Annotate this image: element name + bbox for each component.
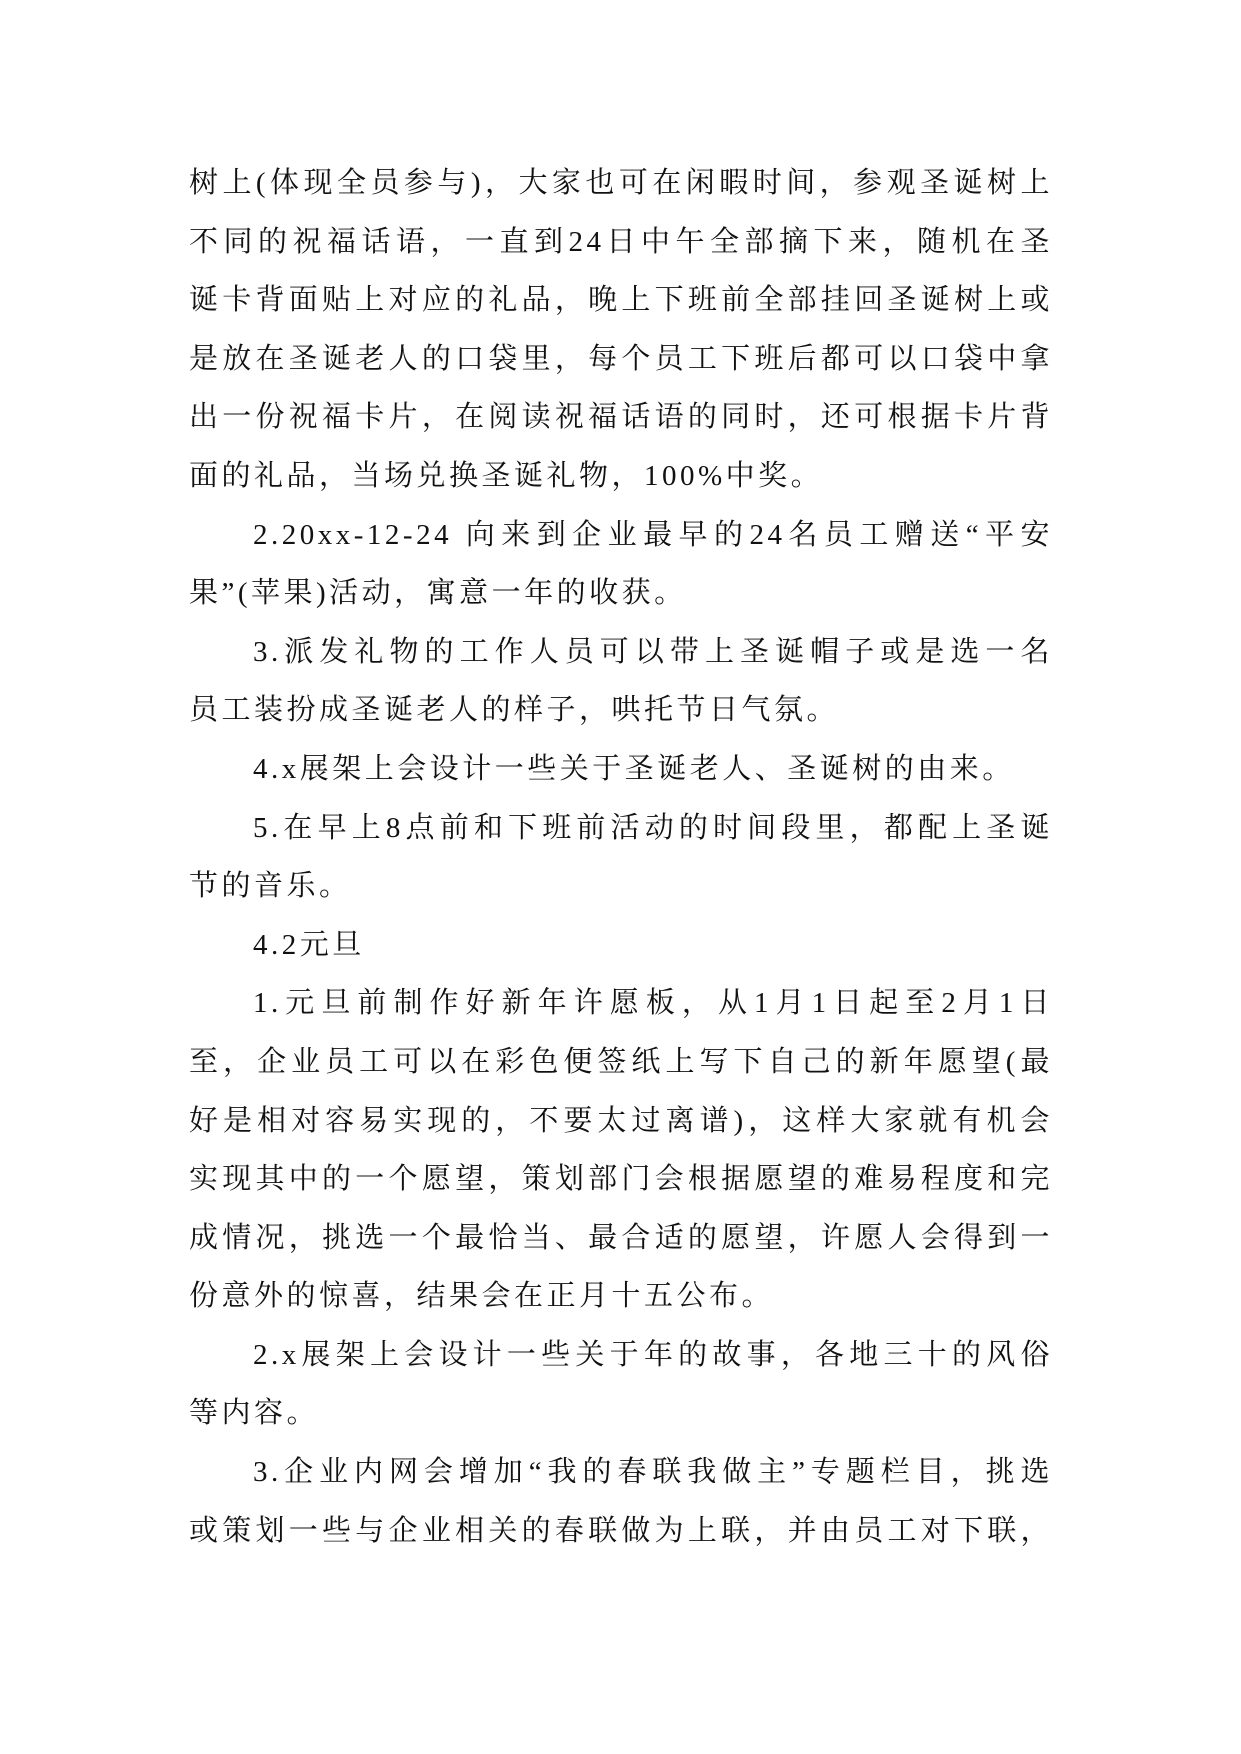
text-line: 份意外的惊喜，结果会在正月十五公布。 bbox=[189, 1280, 775, 1313]
paragraph-item-4-display-rack bbox=[189, 740, 1053, 799]
document-body bbox=[189, 154, 1053, 1560]
paragraph-christmas-wish-cards-continued bbox=[189, 154, 1053, 506]
section-heading: 4.2元旦 bbox=[253, 928, 365, 961]
text-line: 成情况，挑选一个最恰当、最合适的愿望，许愿人会得到一 bbox=[189, 1221, 1053, 1254]
text-line: 诞卡背面贴上对应的礼品，晚上下班前全部挂回圣诞树上或 bbox=[189, 284, 1053, 317]
text-line: 节的音乐。 bbox=[189, 870, 352, 903]
text-line: 等内容。 bbox=[189, 1397, 320, 1430]
paragraph-item-3-gift-staff bbox=[189, 623, 1053, 740]
text-line: 出一份祝福卡片，在阅读祝福话语的同时，还可根据卡片背 bbox=[189, 401, 1053, 434]
text-line: 3.企业内网会增加“我的春联我做主”专题栏目，挑选 bbox=[253, 1456, 1053, 1489]
text-line: 至，企业员工可以在彩色便签纸上写下自己的新年愿望(最 bbox=[189, 1045, 1053, 1078]
text-line: 面的礼品，当场兑换圣诞礼物，100%中奖。 bbox=[189, 459, 824, 492]
paragraph-new-year-item-3-couplets bbox=[189, 1443, 1053, 1560]
text-line: 5.在早上8点前和下班前活动的时间段里，都配上圣诞 bbox=[253, 811, 1053, 844]
paragraph-new-year-item-2-display-rack bbox=[189, 1326, 1053, 1443]
section-heading-new-year bbox=[189, 916, 1053, 975]
text-line: 不同的祝福话语，一直到24日中午全部摘下来，随机在圣 bbox=[189, 225, 1053, 258]
text-line: 2.20xx-12-24 向来到企业最早的24名员工赠送“平安 bbox=[253, 518, 1053, 551]
text-line: 或策划一些与企业相关的春联做为上联，并由员工对下联， bbox=[189, 1514, 1053, 1547]
text-line: 果”(苹果)活动，寓意一年的收获。 bbox=[189, 577, 687, 610]
text-line: 是放在圣诞老人的口袋里，每个员工下班后都可以口袋中拿 bbox=[189, 342, 1053, 375]
paragraph-item-5-music bbox=[189, 799, 1053, 916]
text-line: 2.x展架上会设计一些关于年的故事，各地三十的风俗 bbox=[253, 1338, 1053, 1371]
text-line: 1.元旦前制作好新年许愿板，从1月1日起至2月1日 bbox=[253, 987, 1053, 1020]
text-line: 3.派发礼物的工作人员可以带上圣诞帽子或是选一名 bbox=[253, 635, 1053, 668]
paragraph-item-2-apple-gift bbox=[189, 506, 1053, 623]
text-line: 实现其中的一个愿望，策划部门会根据愿望的难易程度和完 bbox=[189, 1163, 1053, 1196]
text-line: 员工装扮成圣诞老人的样子，哄托节日气氛。 bbox=[189, 694, 840, 727]
text-line: 树上(体现全员参与)，大家也可在闲暇时间，参观圣诞树上 bbox=[189, 167, 1053, 199]
text-line: 好是相对容易实现的，不要太过离谱)，这样大家就有机会 bbox=[189, 1104, 1053, 1137]
text-line: 4.x展架上会设计一些关于圣诞老人、圣诞树的由来。 bbox=[253, 752, 1015, 785]
paragraph-new-year-item-1-wish-board bbox=[189, 974, 1053, 1326]
